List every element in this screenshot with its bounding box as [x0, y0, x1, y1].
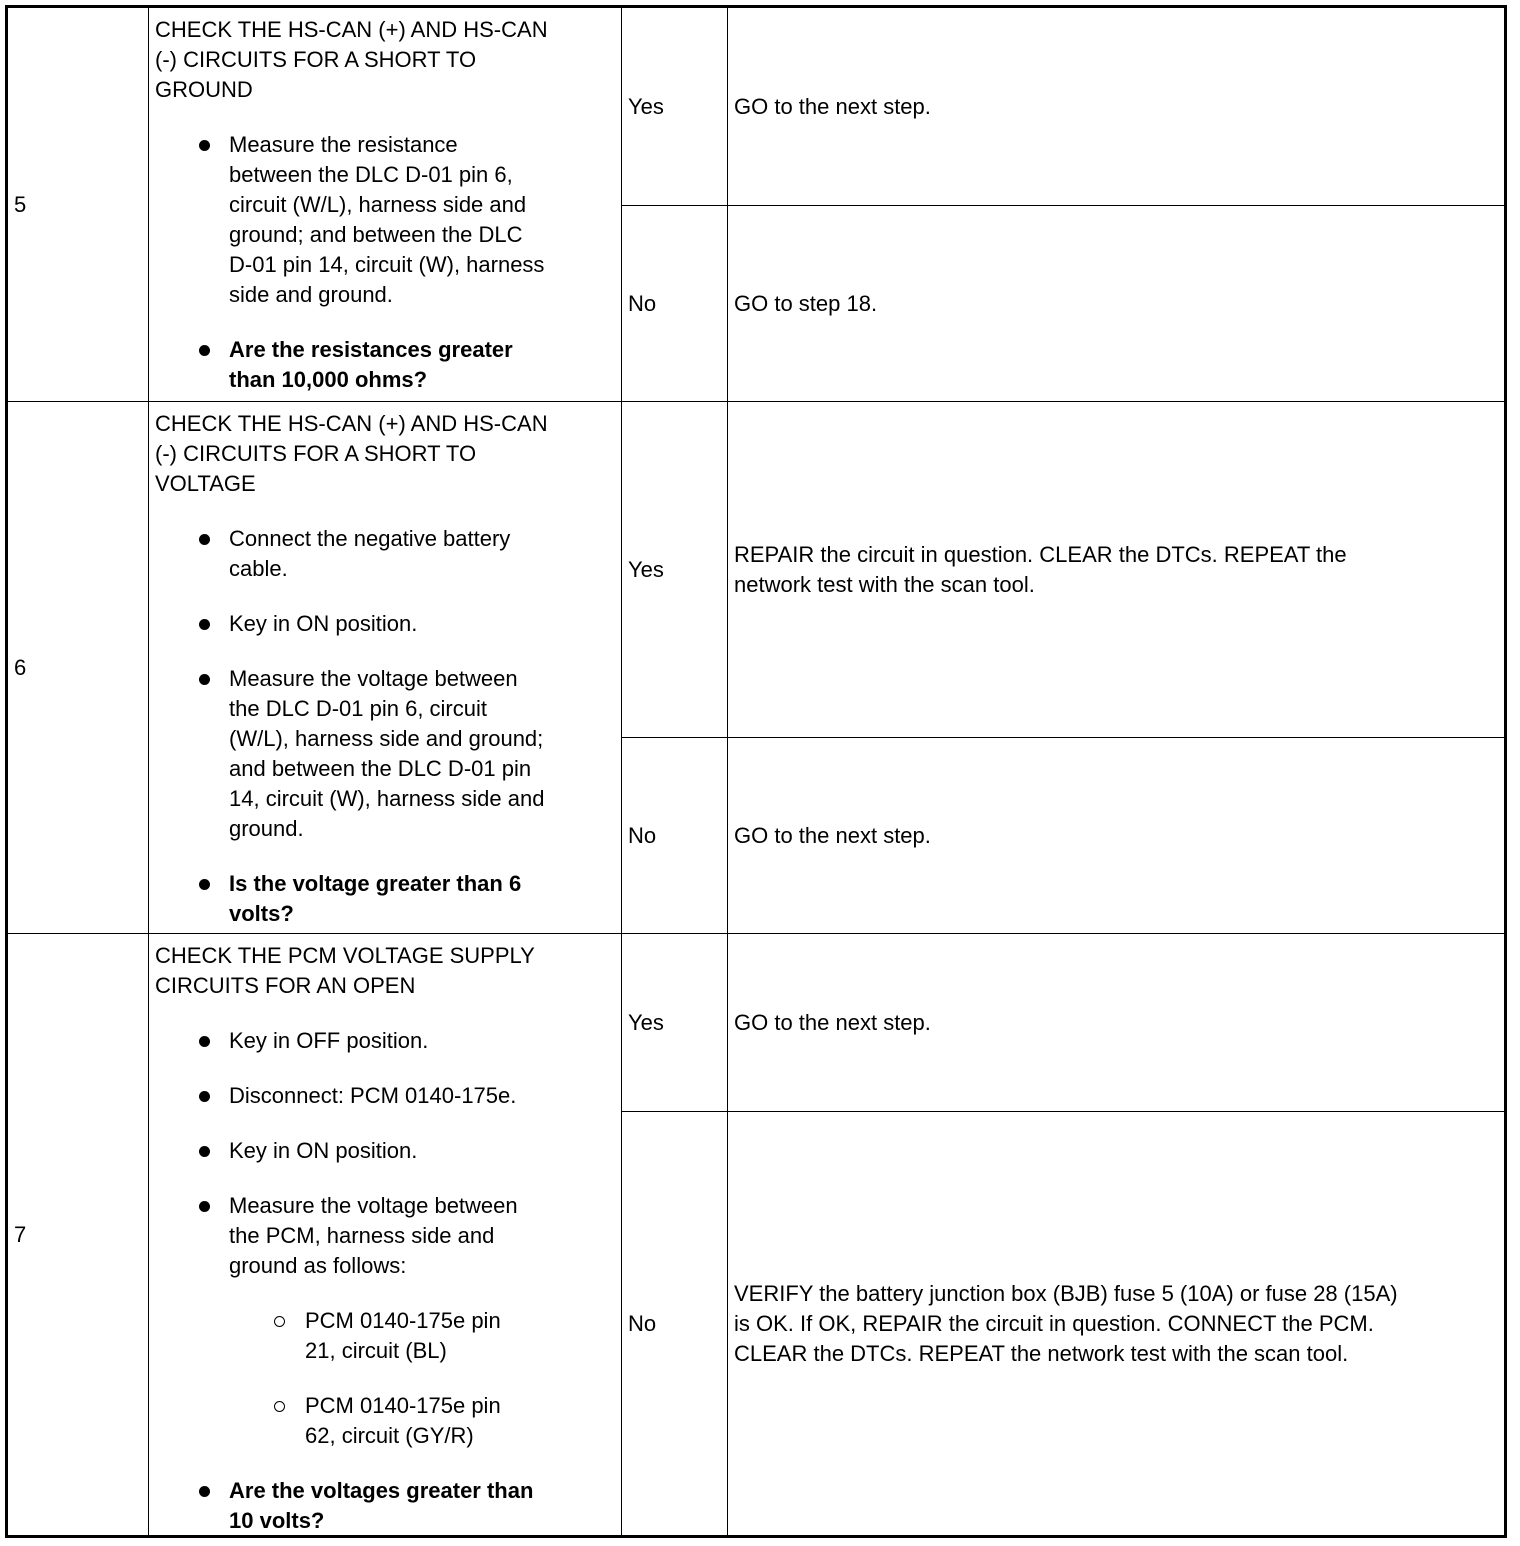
bullet-item — [155, 1476, 615, 1536]
bullet-text: Are the voltages greater than 10 volts? — [229, 1478, 534, 1533]
bullet-icon — [199, 345, 210, 356]
no-result: GO to the next step. — [728, 738, 1504, 934]
bullet-icon — [199, 534, 210, 545]
step-description — [149, 934, 622, 1535]
yes-result: REPAIR the circuit in question. CLEAR the DTCs. REPEAT the network test with the scan tool. — [728, 402, 1504, 738]
hollow-bullet-icon — [274, 1401, 285, 1412]
step-title: CHECK THE HS-CAN (+) AND HS-CAN (-) CIRCUITS FOR A SHORT TO VOLTAGE — [155, 411, 548, 496]
bullet-item — [155, 524, 615, 584]
bullet-icon — [199, 1091, 210, 1102]
bullet-item — [155, 130, 615, 310]
step-number: 7 — [8, 934, 149, 1535]
bullet-icon — [199, 1201, 210, 1212]
bullet-text: Disconnect: PCM 0140-175e. — [229, 1083, 517, 1108]
bullet-item — [155, 609, 615, 639]
bullet-item — [155, 1191, 615, 1281]
step-number: 6 — [8, 402, 149, 934]
bullet-icon — [199, 619, 210, 630]
bullet-text: Are the resistances greater than 10,000 ohms? — [229, 337, 513, 392]
bullet-icon — [199, 674, 210, 685]
bullet-text: Connect the negative battery cable. — [229, 526, 511, 581]
step-title: CHECK THE PCM VOLTAGE SUPPLY CIRCUITS FOR AN OPEN — [155, 943, 535, 998]
bullet-item — [155, 335, 615, 395]
no-label: No — [622, 206, 728, 402]
bullet-icon — [199, 140, 210, 151]
diagnostic-table — [5, 5, 1507, 1538]
no-result: GO to step 18. — [728, 206, 1504, 402]
step-description — [149, 8, 622, 402]
no-label: No — [622, 1112, 728, 1535]
bullet-text: PCM 0140-175e pin 62, circuit (GY/R) — [305, 1393, 501, 1448]
no-label: No — [622, 738, 728, 934]
bullet-item — [155, 1081, 615, 1111]
yes-result: GO to the next step. — [728, 934, 1504, 1112]
bullet-item — [155, 1026, 615, 1056]
sub-bullet-item — [155, 1391, 615, 1451]
bullet-text: Key in ON position. — [229, 1138, 418, 1163]
sub-bullet-item — [155, 1306, 615, 1366]
bullet-text: Measure the voltage between the DLC D-01 pin 6, circuit (W/L), harness side and ground; and between the DLC D-01 pin 14, circuit (W), harness side and ground. — [229, 666, 545, 841]
bullet-icon — [199, 1486, 210, 1497]
bullet-text: PCM 0140-175e pin 21, circuit (BL) — [305, 1308, 501, 1363]
bullet-text: Key in ON position. — [229, 611, 418, 636]
no-result: VERIFY the battery junction box (BJB) fuse 5 (10A) or fuse 28 (15A) is OK. If OK, REPAIR the circuit in question. CONNECT the PCM. CLEAR the DTCs. REPEAT the network test with the scan tool. — [734, 1280, 1398, 1366]
bullet-icon — [199, 879, 210, 890]
yes-label: Yes — [622, 402, 728, 738]
bullet-text: Measure the resistance between the DLC D-01 pin 6, circuit (W/L), harness side and ground; and between the DLC D-01 pin 14, circuit (W), harness side and ground. — [229, 132, 545, 307]
yes-result: GO to the next step. — [728, 8, 1504, 206]
step-number: 5 — [8, 8, 149, 402]
bullet-text: Key in OFF position. — [229, 1028, 429, 1053]
yes-label: Yes — [622, 934, 728, 1112]
bullet-item — [155, 869, 615, 929]
yes-label: Yes — [622, 8, 728, 206]
bullet-icon — [199, 1146, 210, 1157]
bullet-text: Measure the voltage between the PCM, harness side and ground as follows: — [229, 1193, 518, 1278]
bullet-icon — [199, 1036, 210, 1047]
step-title: CHECK THE HS-CAN (+) AND HS-CAN (-) CIRCUITS FOR A SHORT TO GROUND — [155, 17, 548, 102]
bullet-item — [155, 664, 615, 844]
step-description — [149, 402, 622, 934]
bullet-item — [155, 1136, 615, 1166]
bullet-text: Is the voltage greater than 6 volts? — [229, 871, 522, 926]
hollow-bullet-icon — [274, 1316, 285, 1327]
